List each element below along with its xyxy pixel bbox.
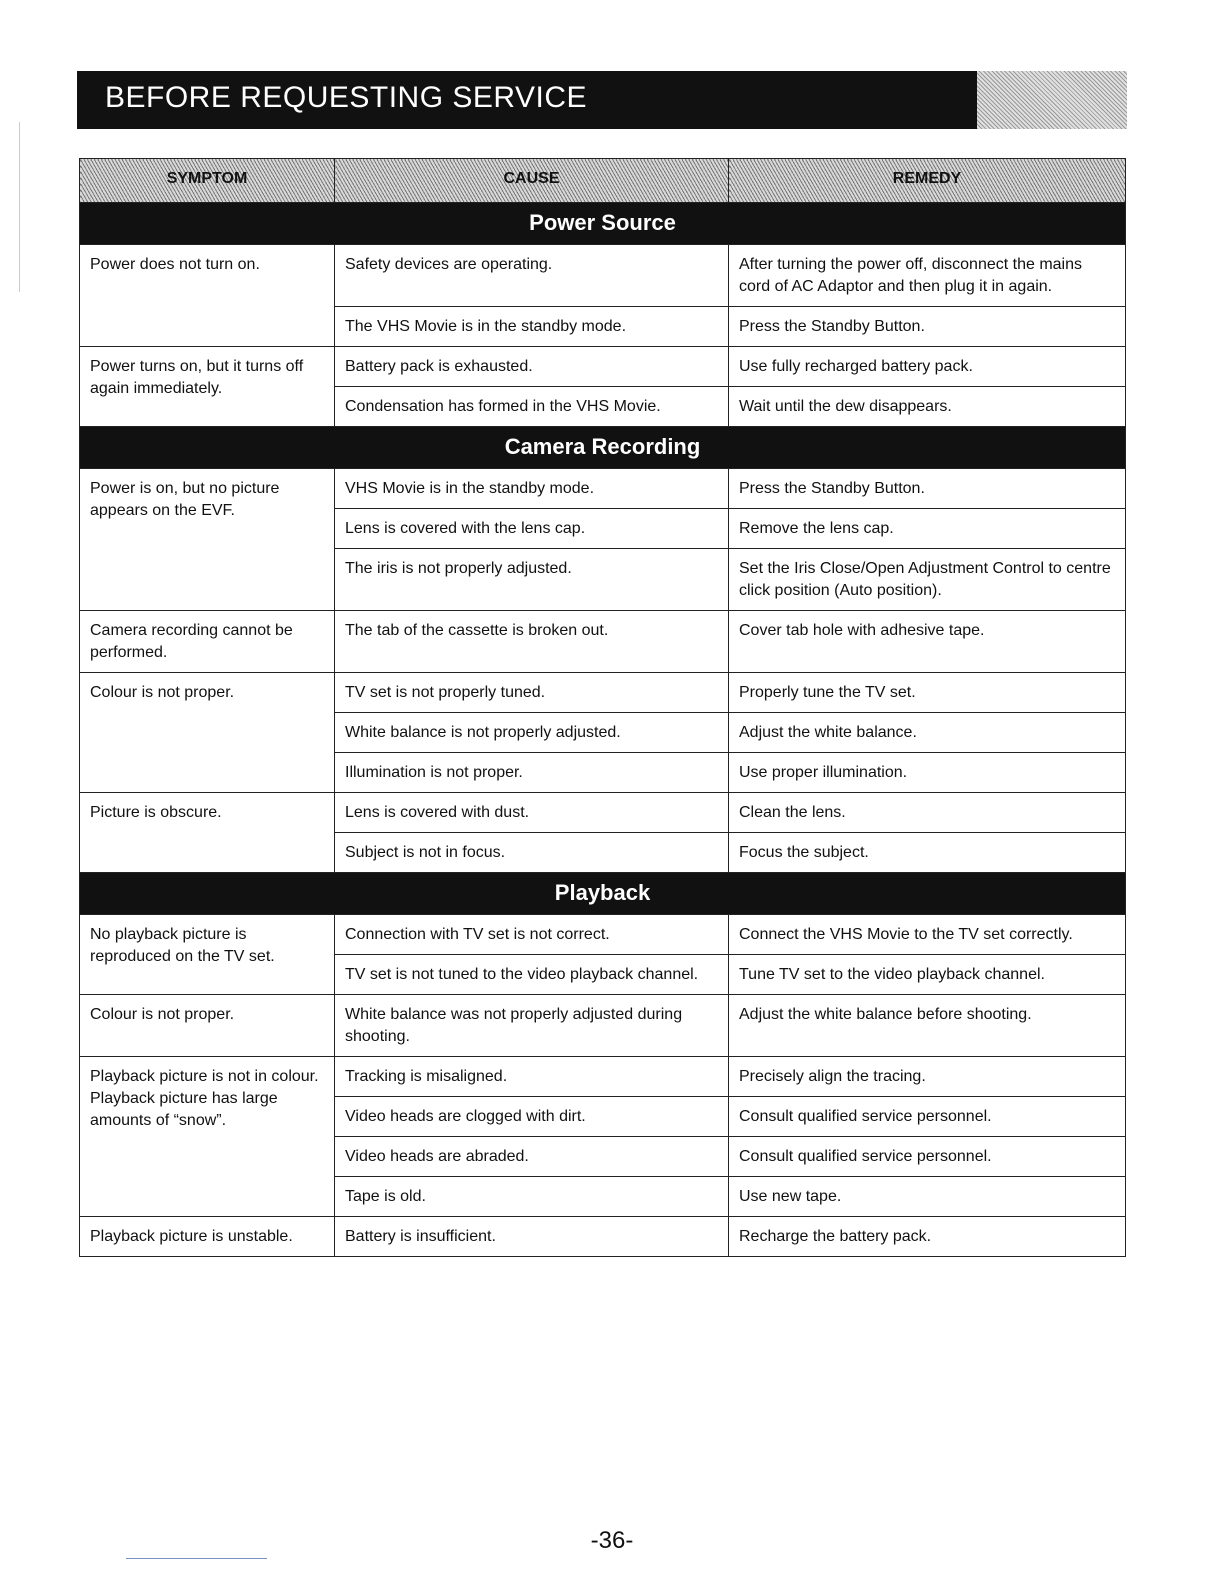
symptom-cell: No playback picture is reproduced on the TV set. [80, 915, 335, 995]
footer-line [126, 1558, 267, 1559]
remedy-cell: After turning the power off, disconnect the mains cord of AC Adaptor and then plug it in again. [729, 245, 1126, 307]
table-body [80, 203, 1126, 1257]
table-row [80, 793, 1126, 833]
column-header-cause: CAUSE [335, 159, 729, 203]
table-row [80, 347, 1126, 387]
cause-cell: White balance is not properly adjusted. [335, 713, 729, 753]
remedy-cell: Adjust the white balance before shooting. [729, 995, 1126, 1057]
symptom-cell: Power does not turn on. [80, 245, 335, 347]
page-number: -36- [590, 1527, 634, 1554]
remedy-cell: Precisely align the tracing. [729, 1057, 1126, 1097]
margin-mark [19, 122, 20, 292]
remedy-cell: Cover tab hole with adhesive tape. [729, 611, 1126, 673]
symptom-cell: Power turns on, but it turns off again immediately. [80, 347, 335, 427]
remedy-cell: Wait until the dew disappears. [729, 387, 1126, 427]
section-header-row [80, 427, 1126, 469]
column-header-remedy: REMEDY [729, 159, 1126, 203]
symptom-cell: Playback picture is unstable. [80, 1217, 335, 1257]
remedy-cell: Connect the VHS Movie to the TV set correctly. [729, 915, 1126, 955]
section-header-row [80, 873, 1126, 915]
cause-cell: Illumination is not proper. [335, 753, 729, 793]
cause-cell: VHS Movie is in the standby mode. [335, 469, 729, 509]
page-title-bar [77, 71, 1127, 129]
page-title: BEFORE REQUESTING SERVICE [105, 81, 588, 114]
remedy-cell: Adjust the white balance. [729, 713, 1126, 753]
remedy-cell: Tune TV set to the video playback channel. [729, 955, 1126, 995]
remedy-cell: Use new tape. [729, 1177, 1126, 1217]
cause-cell: Safety devices are operating. [335, 245, 729, 307]
remedy-cell: Set the Iris Close/Open Adjustment Control to centre click position (Auto position). [729, 549, 1126, 611]
remedy-cell: Properly tune the TV set. [729, 673, 1126, 713]
troubleshooting-table [79, 158, 1126, 1257]
cause-cell: The tab of the cassette is broken out. [335, 611, 729, 673]
cause-cell: White balance was not properly adjusted during shooting. [335, 995, 729, 1057]
cause-cell: TV set is not properly tuned. [335, 673, 729, 713]
cause-cell: Connection with TV set is not correct. [335, 915, 729, 955]
cause-cell: Video heads are clogged with dirt. [335, 1097, 729, 1137]
table-row [80, 469, 1126, 509]
remedy-cell: Press the Standby Button. [729, 307, 1126, 347]
cause-cell: Tape is old. [335, 1177, 729, 1217]
remedy-cell: Recharge the battery pack. [729, 1217, 1126, 1257]
table-row [80, 611, 1126, 673]
cause-cell: Lens is covered with the lens cap. [335, 509, 729, 549]
symptom-cell: Colour is not proper. [80, 673, 335, 793]
table-header-row [80, 159, 1126, 203]
cause-cell: Battery is insufficient. [335, 1217, 729, 1257]
symptom-cell: Playback picture is not in colour. Playback picture has large amounts of “snow”. [80, 1057, 335, 1217]
remedy-cell: Clean the lens. [729, 793, 1126, 833]
cause-cell: Tracking is misaligned. [335, 1057, 729, 1097]
remedy-cell: Press the Standby Button. [729, 469, 1126, 509]
table-row [80, 1217, 1126, 1257]
remedy-cell: Consult qualified service personnel. [729, 1097, 1126, 1137]
remedy-cell: Consult qualified service personnel. [729, 1137, 1126, 1177]
table-row [80, 995, 1126, 1057]
section-title: Power Source [80, 203, 1126, 245]
column-header-symptom: SYMPTOM [80, 159, 335, 203]
table-row [80, 1057, 1126, 1097]
symptom-cell: Power is on, but no picture appears on the EVF. [80, 469, 335, 611]
remedy-cell: Remove the lens cap. [729, 509, 1126, 549]
remedy-cell: Use proper illumination. [729, 753, 1126, 793]
symptom-cell: Colour is not proper. [80, 995, 335, 1057]
remedy-cell: Use fully recharged battery pack. [729, 347, 1126, 387]
symptom-cell: Camera recording cannot be performed. [80, 611, 335, 673]
cause-cell: Subject is not in focus. [335, 833, 729, 873]
table-row [80, 245, 1126, 307]
cause-cell: Battery pack is exhausted. [335, 347, 729, 387]
title-pattern [977, 71, 1127, 129]
table-row [80, 915, 1126, 955]
table-row [80, 673, 1126, 713]
section-header-row [80, 203, 1126, 245]
cause-cell: TV set is not tuned to the video playback channel. [335, 955, 729, 995]
cause-cell: Condensation has formed in the VHS Movie. [335, 387, 729, 427]
cause-cell: The VHS Movie is in the standby mode. [335, 307, 729, 347]
cause-cell: Video heads are abraded. [335, 1137, 729, 1177]
cause-cell: Lens is covered with dust. [335, 793, 729, 833]
remedy-cell: Focus the subject. [729, 833, 1126, 873]
symptom-cell: Picture is obscure. [80, 793, 335, 873]
section-title: Playback [80, 873, 1126, 915]
cause-cell: The iris is not properly adjusted. [335, 549, 729, 611]
section-title: Camera Recording [80, 427, 1126, 469]
